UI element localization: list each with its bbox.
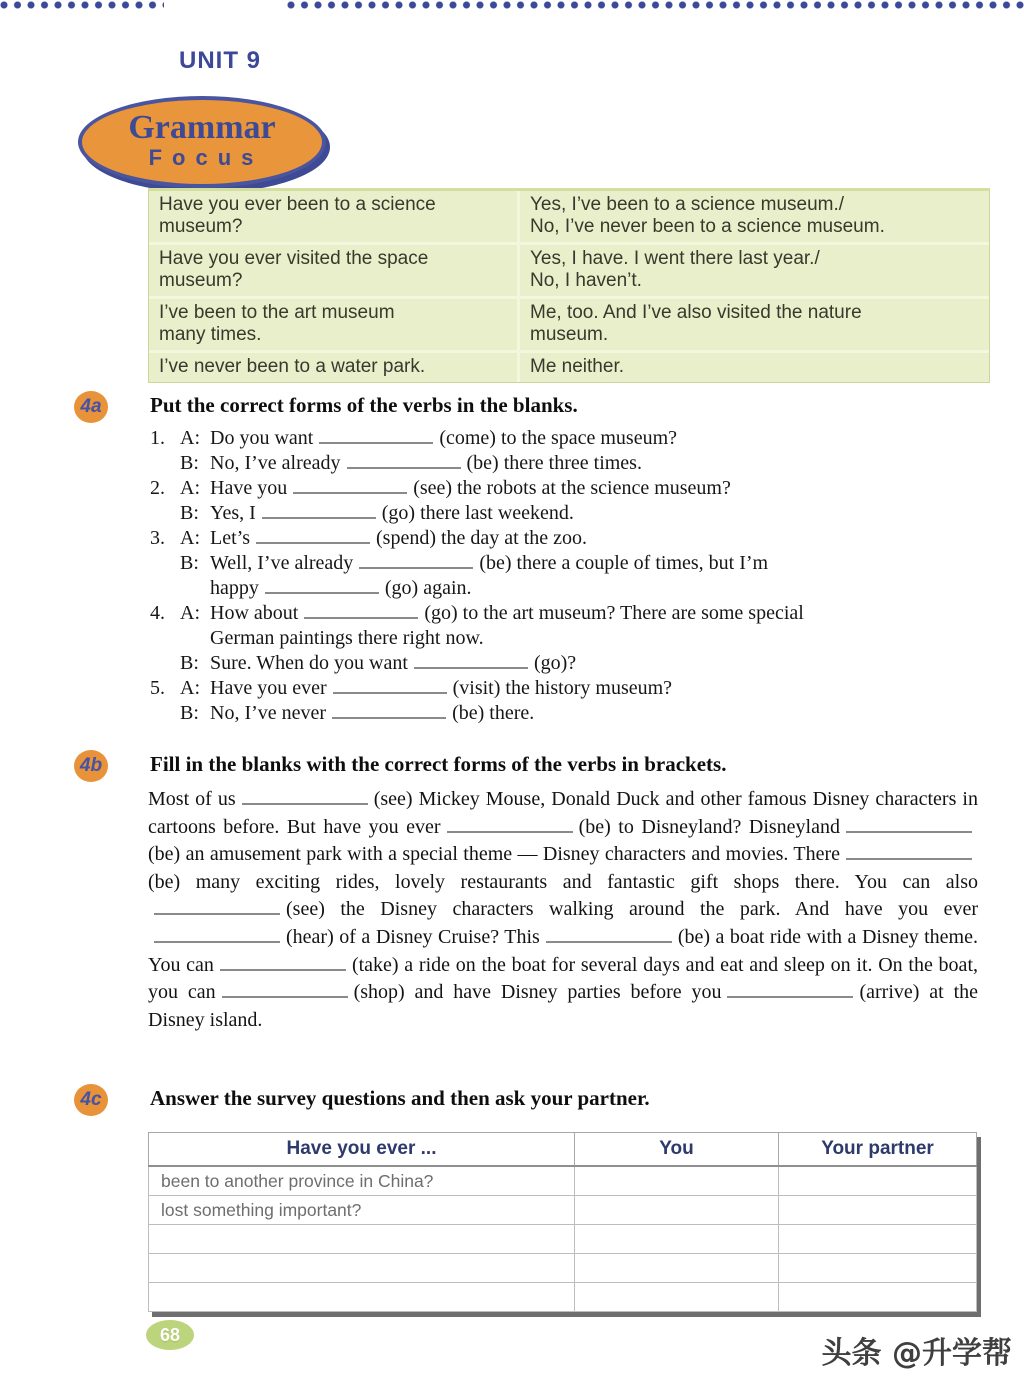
- watermark-text: 头条 @升学帮: [821, 1336, 1012, 1371]
- paragraph-text: (see) the Disney characters walking around the park. And have you ever: [286, 898, 978, 921]
- grammar-table-row: [149, 296, 989, 350]
- line-text-post: (be) there three times.: [466, 452, 642, 474]
- grammar-table-line: No, I’ve never been to a science museum.: [530, 216, 885, 237]
- item-number: 4.: [150, 602, 165, 624]
- line-text-post: (come) to the space museum?: [439, 427, 678, 449]
- paragraph-text: Most of us: [148, 788, 236, 810]
- line-text-post: (be) there.: [452, 702, 535, 724]
- grammar-focus-title-line2: Focus: [148, 145, 264, 170]
- answer-blank: [546, 939, 672, 943]
- grammar-table-row: [149, 350, 989, 382]
- line-text-post: (go) there last weekend.: [381, 502, 574, 524]
- grammar-focus-table-body: [149, 191, 989, 382]
- survey-empty-cell: [575, 1254, 779, 1283]
- answer-blank: [262, 515, 376, 519]
- line-text-pre: How about: [210, 602, 299, 624]
- grammar-table-line: Have you ever visited the space: [159, 248, 429, 269]
- paragraph-text: (arrive) at the Disney island.: [148, 981, 978, 1031]
- grammar-table-line: museum?: [159, 270, 243, 291]
- speaker-label: B:: [180, 502, 199, 524]
- grammar-table-row: [149, 242, 989, 296]
- line-text-pre: German paintings there right now.: [210, 627, 484, 649]
- survey-header-row: [149, 1133, 977, 1167]
- answer-blank: [293, 490, 407, 494]
- survey-header-cell: Have you ever ...: [149, 1133, 575, 1167]
- line-text-post: (see) the robots at the science museum?: [413, 477, 731, 499]
- grammar-table-cell: [520, 191, 989, 242]
- survey-empty-cell: [575, 1225, 779, 1254]
- line-text-pre: Sure. When do you want: [210, 652, 408, 674]
- exercise-line: [150, 701, 990, 726]
- survey-empty-cell: [149, 1283, 575, 1312]
- grammar-table-line: Me, too. And I’ve also visited the nature: [530, 302, 862, 323]
- line-text-pre: Yes, I: [210, 502, 256, 524]
- speaker-label: A:: [180, 602, 200, 624]
- survey-empty-cell: [149, 1254, 575, 1283]
- line-text-pre: Have you ever: [210, 677, 327, 699]
- exercise-4a-lines: [150, 426, 990, 726]
- exercise-line: [150, 576, 990, 601]
- survey-header-cell: Your partner: [779, 1133, 977, 1167]
- answer-blank: [222, 994, 348, 998]
- exercise-line: [150, 526, 990, 551]
- paragraph-text: (take) a ride on the boat for several days and eat and sleep on it. On the boat, you can: [148, 953, 978, 1004]
- survey-empty-cell: [779, 1283, 977, 1312]
- answer-blank: [359, 565, 473, 569]
- exercise-4b-paragraph: [148, 786, 978, 1034]
- exercise-line: [150, 451, 990, 476]
- survey-question-cell: been to another province in China?: [149, 1166, 575, 1196]
- section-4a-title: Put the correct forms of the verbs in the blanks.: [150, 393, 578, 417]
- survey-answer-cell-partner: [779, 1196, 977, 1225]
- answer-blank: [154, 911, 280, 915]
- dotted-rule-left: [0, 0, 164, 10]
- exercise-line: [150, 426, 990, 451]
- answer-blank: [256, 540, 370, 544]
- survey-answer-cell-you: [575, 1196, 779, 1225]
- line-text-pre: Well, I’ve already: [210, 552, 354, 574]
- grammar-table-cell: [520, 242, 989, 296]
- line-text-post: (spend) the day at the zoo.: [376, 527, 588, 549]
- grammar-table-cell: [149, 191, 520, 242]
- line-text-post: (go)?: [533, 652, 577, 674]
- grammar-table-row: [149, 191, 989, 242]
- exercise-line: [150, 501, 990, 526]
- answer-blank: [332, 715, 446, 719]
- grammar-table-cell: [520, 296, 989, 350]
- grammar-table-line: many times.: [159, 324, 262, 345]
- dotted-rule-right: [287, 0, 1024, 10]
- speaker-label: A:: [180, 677, 200, 699]
- grammar-focus-title-line1: Grammar: [128, 109, 276, 146]
- survey-empty-cell: [779, 1225, 977, 1254]
- survey-answer-cell-partner: [779, 1166, 977, 1196]
- survey-empty-cell: [149, 1225, 575, 1254]
- answer-blank: [447, 829, 573, 833]
- grammar-table-cell: [520, 350, 989, 382]
- speaker-label: A:: [180, 477, 200, 499]
- paragraph-text: (be) many exciting rides, lovely restaurants and fantastic gift shops there. You can also: [148, 870, 978, 893]
- survey-table: [148, 1132, 977, 1312]
- grammar-focus-table: [148, 188, 990, 383]
- grammar-table-line: Me neither.: [530, 356, 624, 377]
- speaker-label: A:: [180, 427, 200, 449]
- paragraph-text: (shop) and have Disney parties before you: [353, 981, 722, 1004]
- survey-question-row: [149, 1166, 977, 1196]
- survey-answer-cell-you: [575, 1166, 779, 1196]
- item-number: 5.: [150, 677, 165, 699]
- survey-question-cell: lost something important?: [149, 1196, 575, 1225]
- speaker-label: B:: [180, 652, 199, 674]
- line-text-pre: No, I’ve never: [210, 702, 327, 724]
- answer-blank: [265, 590, 379, 594]
- paragraph-text: (be) to Disneyland? Disneyland: [578, 815, 840, 838]
- section-4a-badge: 4a: [74, 391, 108, 423]
- grammar-table-line: museum.: [530, 324, 609, 345]
- exercise-line: [150, 476, 990, 501]
- grammar-table-line: museum?: [159, 216, 243, 237]
- answer-blank: [319, 440, 433, 444]
- answer-blank: [333, 690, 447, 694]
- line-text-post: (be) there a couple of times, but I’m: [479, 552, 769, 574]
- grammar-table-line: Have you ever been to a science: [159, 194, 436, 215]
- speaker-label: B:: [180, 552, 199, 574]
- exercise-line: [150, 601, 990, 626]
- grammar-table-line: I’ve been to the art museum: [159, 302, 395, 323]
- grammar-table-line: No, I haven’t.: [530, 270, 642, 291]
- answer-blank: [846, 829, 972, 833]
- answer-blank: [414, 665, 528, 669]
- paragraph-text: (hear) of a Disney Cruise? This: [286, 925, 540, 948]
- line-text-post: (visit) the history museum?: [452, 677, 673, 699]
- answer-blank: [727, 994, 853, 998]
- paragraph-text: (see) Mickey Mouse, Donald Duck and other famous Disney characters in cartoons before. But have you ever: [148, 788, 978, 838]
- paragraph-text: (be) a boat ride with a Disney theme. You can: [148, 925, 978, 976]
- line-text-post: (go) again.: [384, 577, 472, 599]
- exercise-line: [150, 651, 990, 676]
- grammar-table-line: Yes, I’ve been to a science museum./: [530, 194, 845, 215]
- exercise-line: [150, 551, 990, 576]
- survey-empty-row: [149, 1283, 977, 1312]
- section-4b-badge: 4b: [74, 750, 108, 782]
- grammar-table-line: Yes, I have. I went there last year./: [530, 248, 820, 269]
- item-number: 2.: [150, 477, 165, 499]
- section-4c-title: Answer the survey questions and then ask your partner.: [150, 1086, 650, 1110]
- answer-blank: [242, 801, 368, 805]
- item-number: 1.: [150, 427, 165, 449]
- survey-empty-row: [149, 1254, 977, 1283]
- grammar-focus-badge: [78, 96, 326, 188]
- answer-blank: [846, 856, 972, 860]
- line-text-pre: Let’s: [210, 527, 250, 549]
- exercise-line: [150, 676, 990, 701]
- grammar-table-cell: [149, 296, 520, 350]
- answer-blank: [347, 465, 461, 469]
- section-4b-title: Fill in the blanks with the correct forms of the verbs in brackets.: [150, 752, 727, 776]
- line-text-pre: happy: [210, 577, 259, 599]
- grammar-table-cell: [149, 242, 520, 296]
- item-number: 3.: [150, 527, 165, 549]
- line-text-pre: Do you want: [210, 427, 314, 449]
- speaker-label: A:: [180, 527, 200, 549]
- paragraph-text: (be) an amusement park with a special theme — Disney characters and movies. There: [148, 843, 840, 866]
- answer-blank: [304, 615, 418, 619]
- answer-blank: [220, 967, 346, 971]
- speaker-label: B:: [180, 702, 199, 724]
- section-4c-badge: 4c: [74, 1084, 108, 1116]
- line-text-pre: No, I’ve already: [210, 452, 341, 474]
- survey-empty-row: [149, 1225, 977, 1254]
- speaker-label: B:: [180, 452, 199, 474]
- page-number-badge: 68: [146, 1320, 194, 1350]
- line-text-post: (go) to the art museum? There are some special: [424, 602, 804, 624]
- answer-blank: [154, 939, 280, 943]
- survey-empty-cell: [575, 1283, 779, 1312]
- grammar-table-cell: [149, 350, 520, 382]
- grammar-table-line: I’ve never been to a water park.: [159, 356, 426, 377]
- survey-empty-cell: [779, 1254, 977, 1283]
- unit-label: UNIT 9: [179, 47, 262, 74]
- survey-header-cell: You: [575, 1133, 779, 1167]
- line-text-pre: Have you: [210, 477, 288, 499]
- survey-table-body: [149, 1133, 977, 1312]
- exercise-line: [150, 626, 990, 651]
- survey-question-row: [149, 1196, 977, 1225]
